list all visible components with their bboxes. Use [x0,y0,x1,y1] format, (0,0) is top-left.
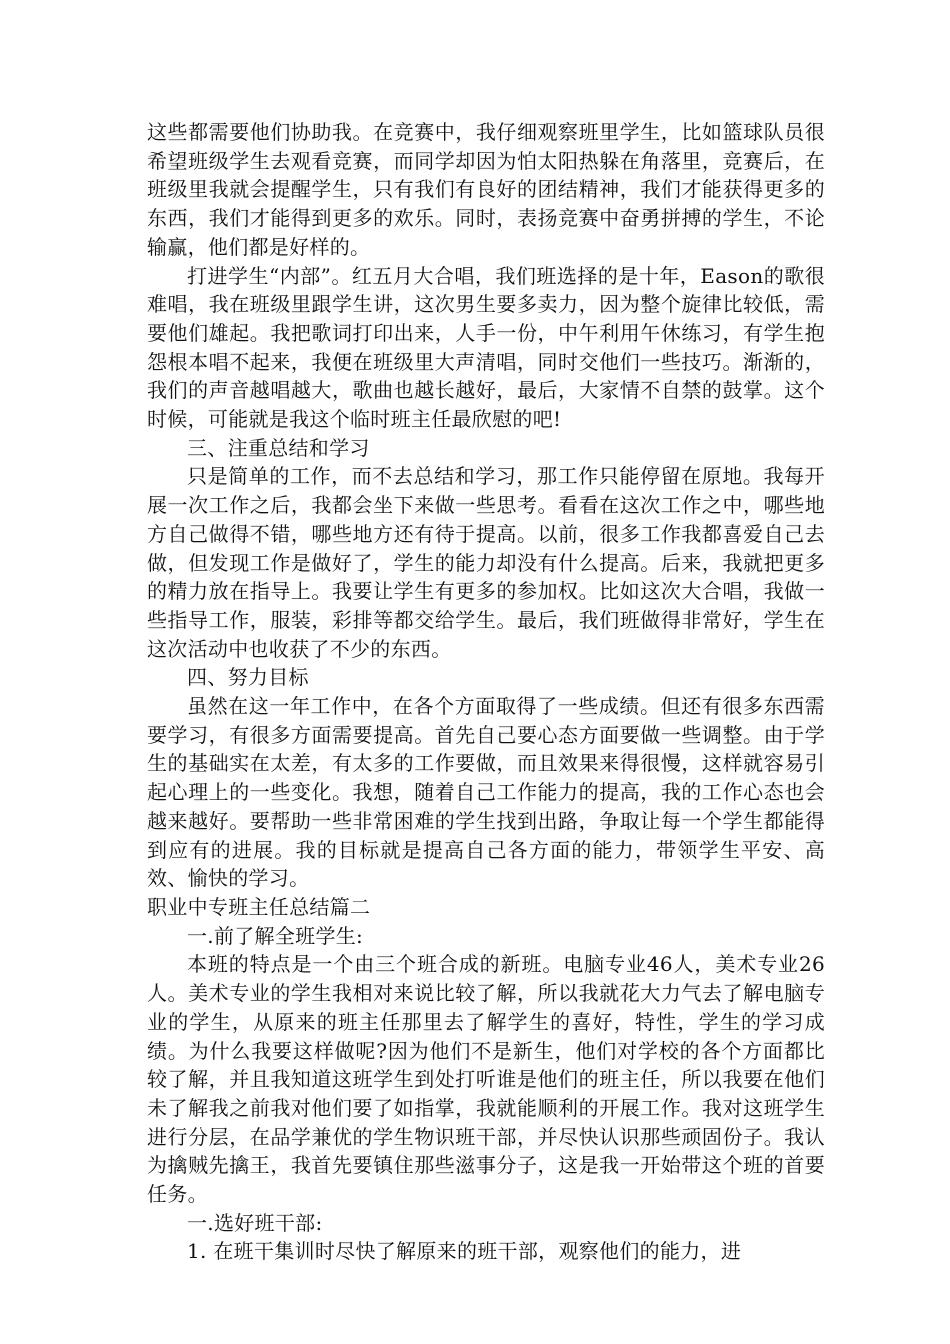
paragraph-summary: 只是简单的工作，而不去总结和学习，那工作只能停留在原地。我每开展一次工作之后，我都会坐下来做一些思考。看看在这次工作之中，哪些地方自己做得不错，哪些地方还有待于提高。以前，很多工作我都喜爱自己去做，但发现工作是做好了，学生的能力却没有什么提高。后来，我就把更多的精力放在指导上。我要让学生有更多的参加权。比如这次大合唱，我做一些指导工作，服装，彩排等都交给学生。最后，我们班做得非常好，学生在这次活动中也收获了不少的东西。 [147,464,825,661]
paragraph-teamwork: 这些都需要他们协助我。在竞赛中，我仔细观察班里学生，比如篮球队员很希望班级学生去观看竞赛，而同学却因为怕太阳热躲在角落里，竞赛后，在班级里我就会提醒学生，只有我们有良好的团结精神，我们才能获得更多的东西，我们才能得到更多的欢乐。同时，表扬竞赛中奋勇拼搏的学生，不论输赢，他们都是好样的。 [147,120,825,259]
section-heading-goals: 四、努力目标 [187,665,309,690]
paragraph-class-leaders: 1. 在班干集训时尽快了解原来的班干部，观察他们的能力，进 [187,1239,742,1264]
section-heading-know-class: 一.前了解全班学生: [187,923,364,948]
section-heading-class-leaders: 一.选好班干部: [187,1210,323,1235]
paragraph-goals: 虽然在这一年工作中，在各个方面取得了一些成绩。但还有很多东西需要学习，有很多方面需要提高。首先自己要心态方面要做一些调整。由于学生的基础实在太差，有太多的工作要做，而且效果来得很慢，这样就容易引起心理上的一些变化。我想，随着自己工作能力的提高，我的工作心态也会越来越好。要帮助一些非常困难的学生找到出路，争取让每一个学生都能得到应有的进展。我的目标就是提高自己各方面的能力，带领学生平安、高效、愉快的学习。 [147,694,825,891]
document-page [147,118,825,1266]
article-title-part-two: 职业中专班主任总结篇二 [147,894,371,919]
paragraph-know-class: 本班的特点是一个由三个班合成的新班。电脑专业46人，美术专业26人。美术专业的学生我相对来说比较了解，所以我就花大力气去了解电脑专业的学生，从原来的班主任那里去了解学生的喜好，特性，学生的学习成绩。为什么我要这样做呢?因为他们不是新生，他们对学校的各个方面都比较了解，并且我知道这班学生到处打听谁是他们的班主任，所以我要在他们未了解我之前我对他们要了如指掌，我就能顺利的开展工作。我对这班学生进行分层，在品学兼优的学生物识班干部，并尽快认识那些顽固份子。我认为擒贼先擒王，我首先要镇住那些滋事分子，这是我一开始带这个班的首要任务。 [147,952,825,1207]
section-heading-summary: 三、注重总结和学习 [187,435,370,460]
paragraph-chorus: 打进学生“内部”。红五月大合唱，我们班选择的是十年，Eason的歌很难唱，我在班级里跟学生讲，这次男生要多卖力，因为整个旋律比较低，需要他们雄起。我把歌词打印出来，人手一份，中午利用午休练习，有学生抱怨根本唱不起来，我便在班级里大声清唱，同时交他们一些技巧。渐渐的，我们的声音越唱越大，歌曲也越长越好，最后，大家情不自禁的鼓掌。这个时候，可能就是我这个临时班主任最欣慰的吧! [147,263,825,432]
